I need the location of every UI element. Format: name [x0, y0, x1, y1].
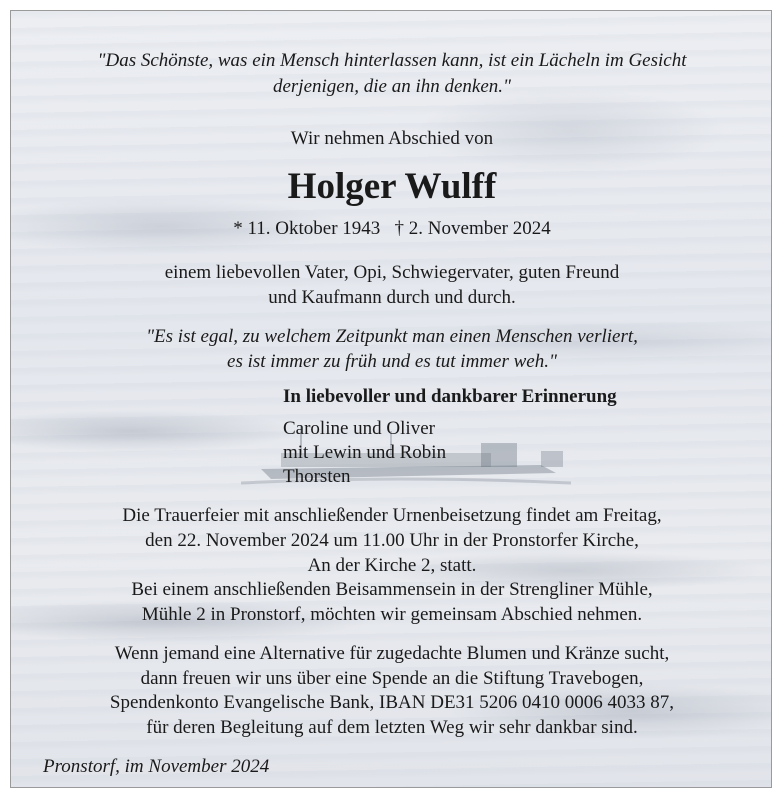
mourner-name: Caroline und Oliver [283, 418, 435, 439]
funeral-info-line: Die Trauerfeier mit anschließender Urnenbeisetzung findet am Freitag, [122, 505, 662, 526]
donation-info-line: dann freuen wir uns über eine Spende an die Stiftung Travebogen, [140, 668, 644, 689]
description-line-1: einem liebevollen Vater, Opi, Schwiegervater, guten Freund [164, 262, 620, 283]
opening-quote-line-1: "Das Schönste, was ein Mensch hinterlassen kann, ist ein Lächeln im Gesicht [97, 50, 687, 71]
description-line-2: und Kaufmann durch und durch. [268, 287, 516, 308]
mourner-name: mit Lewin und Robin [283, 442, 447, 463]
opening-quote-line-2: derjenigen, die an ihn denken." [272, 76, 512, 97]
intro-text: Wir nehmen Abschied von [290, 128, 494, 149]
funeral-info-line: An der Kirche 2, statt. [307, 555, 477, 576]
place-and-date: Pronstorf, im November 2024 [43, 756, 270, 777]
funeral-info-line: den 22. November 2024 um 11.00 Uhr in der Pronstorfer Kirche, [145, 530, 639, 551]
mourners-heading: In liebevoller und dankbarer Erinnerung [283, 386, 617, 407]
donation-info-line: Wenn jemand eine Alternative für zugedachte Blumen und Kränze sucht, [114, 643, 670, 664]
closing-quote-line-2: es ist immer zu früh und es tut immer weh." [227, 351, 557, 372]
closing-quote-line-1: "Es ist egal, zu welchem Zeitpunkt man einen Menschen verliert, [146, 326, 638, 347]
funeral-info-line: Bei einem anschließenden Beisammensein in der Strengliner Mühle, [131, 579, 653, 600]
life-dates: * 11. Oktober 1943 † 2. November 2024 [233, 218, 551, 239]
donation-info-line: für deren Begleitung auf dem letzten Weg wir sehr dankbar sind. [146, 717, 638, 738]
mourner-name: Thorsten [283, 466, 351, 487]
obituary-card [10, 10, 772, 788]
deceased-name: Holger Wulff [287, 166, 497, 207]
funeral-info-line: Mühle 2 in Pronstorf, möchten wir gemeinsam Abschied nehmen. [141, 604, 643, 625]
donation-info-line: Spendenkonto Evangelische Bank, IBAN DE31 5206 0410 0006 4033 87, [109, 692, 675, 713]
